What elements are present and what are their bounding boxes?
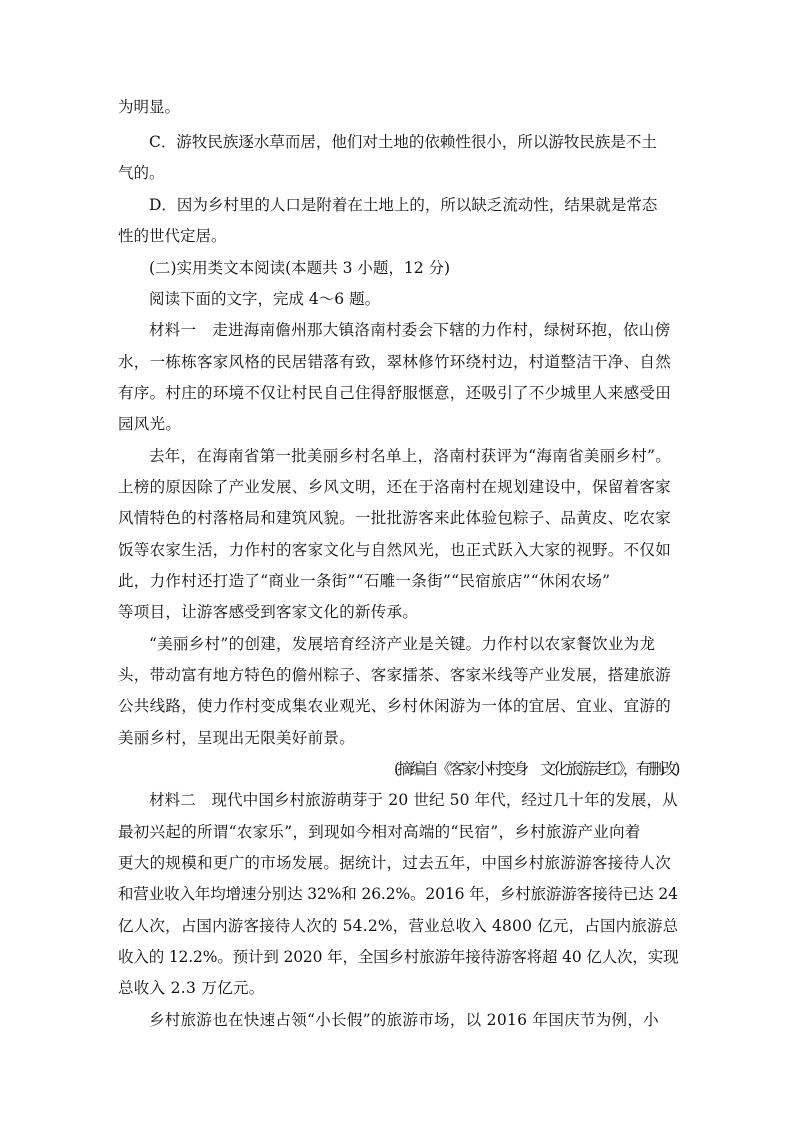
option-c-line-2: 气的。 (118, 164, 165, 182)
option-d-line-2: 性的世代定居。 (118, 227, 227, 245)
material-2-line: 总收入 2.3 万亿元。 (118, 979, 265, 997)
material-2-line: 乡村旅游也在快速占领“小长假”的旅游市场，以 2016 年国庆节为例，小 (149, 1011, 659, 1029)
material-1-line: “美丽乡村”的创建，发展培育经济产业是关键。力作村以农家餐饮业为龙 (149, 635, 656, 653)
material-1-line: 去年，在海南省第一批美丽乡村名单上，洛南村获评为“海南省美丽乡村”。 (149, 447, 672, 465)
section-heading: (二)实用类文本阅读(本题共 3 小题，12 分) (149, 259, 451, 277)
material-1-line: 等项目，让游客感受到客家文化的新传承。 (118, 603, 419, 621)
material-1-line: 风情特色的村落格局和建筑风貌。一批批游客来此体验包粽子、品黄皮、吃农家 (118, 509, 672, 527)
material-1-line: 饭等农家生活，力作村的客家文化与自然风光，也正式跃入大家的视野。不仅如 (118, 541, 672, 559)
material-2-line: 亿人次，占国内游客接待人次的 54.2%，营业总收入 4800 亿元，占国内旅游总 (118, 917, 679, 935)
material-2-line: 更大的规模和更广的市场发展。据统计，过去五年，中国乡村旅游游客接待人次 (118, 854, 672, 872)
material-2-line: 最初兴起的所谓“农家乐”，到现如今相对高端的“民宿”，乡村旅游产业向着 (118, 823, 641, 841)
material-1-line: 水，一栋栋客家风格的民居错落有致，翠林修竹环绕村边，村道整洁干净、自然 (118, 353, 672, 371)
reading-instruction: 阅读下面的文字，完成 4～6 题。 (149, 290, 381, 308)
material-2-line: 材料二 现代中国乡村旅游萌芽于 20 世纪 50 年代，经过几十年的发展，从 (149, 791, 678, 809)
material-2-line: 和营业收入年均增速分别达 32%和 26.2%。2016 年，乡村旅游游客接待已达 24 (118, 885, 678, 903)
material-1-source: (摘编自《客家小村变身 文化旅游走红》，有删改) (394, 760, 678, 778)
material-1-line: 此，力作村还打造了“商业一条街”“石雕一条街”“民宿旅店”“休闲农场” (118, 572, 611, 590)
material-1-line: 园风光。 (118, 415, 182, 433)
material-1-line: 公共线路，使力作村变成集农业观光、乡村休闲游为一体的宜居、宜业、宜游的 (118, 697, 672, 715)
paragraph-continuation: 为明显。 (118, 98, 181, 116)
material-1-line: 头，带动富有地方特色的儋州粽子、客家擂茶、客家米线等产业发展，搭建旅游 (118, 666, 672, 684)
material-1-line: 有序。村庄的环境不仅让村民自己住得舒服惬意，还吸引了不少城里人来感受田 (118, 384, 672, 402)
material-1-line: 美丽乡村，呈现出无限美好前景。 (118, 729, 356, 747)
option-c-line-1: C．游牧民族逐水草而居，他们对土地的依赖性很小，所以游牧民族是不土 (149, 133, 657, 151)
option-d-line-1: D．因为乡村里的人口是附着在土地上的，所以缺乏流动性，结果就是常态 (149, 196, 658, 214)
material-1-line: 上榜的原因除了产业发展、乡风文明，还在于洛南村在规划建设中，保留着客家 (118, 478, 672, 496)
material-1-line: 材料一 走进海南儋州那大镇洛南村委会下辖的力作村，绿树环抱，依山傍 (149, 321, 671, 339)
material-2-line: 收入的 12.2%。预计到 2020 年，全国乡村旅游年接待游客将超 40 亿人次，实现 (118, 948, 679, 966)
